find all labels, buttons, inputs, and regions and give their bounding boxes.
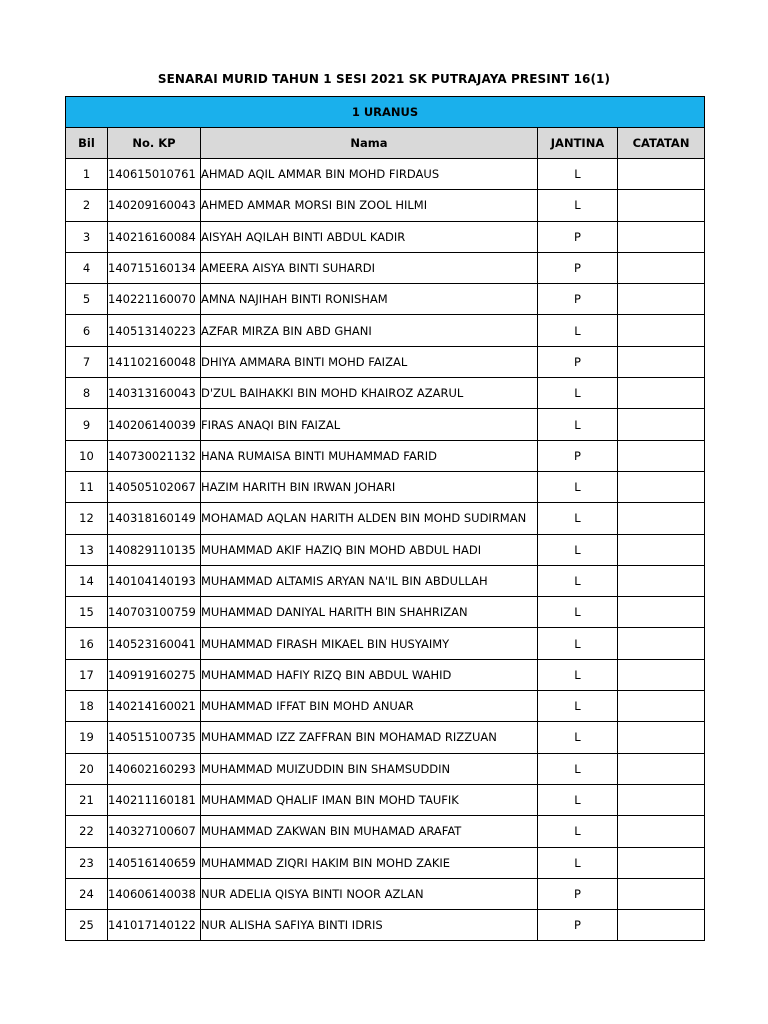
- cell-nama: AZFAR MIRZA BIN ABD GHANI: [201, 315, 538, 346]
- table-row: [66, 252, 705, 283]
- cell-jantina: L: [538, 534, 618, 565]
- cell-no-kp: 140523160041: [108, 628, 201, 659]
- cell-jantina: L: [538, 722, 618, 753]
- cell-jantina: L: [538, 847, 618, 878]
- cell-bil: 24: [66, 878, 108, 909]
- table-row: [66, 628, 705, 659]
- cell-bil: 6: [66, 315, 108, 346]
- cell-jantina: L: [538, 471, 618, 502]
- table-row: [66, 597, 705, 628]
- table-row: [66, 221, 705, 252]
- cell-bil: 3: [66, 221, 108, 252]
- table-row: [66, 847, 705, 878]
- table-row: [66, 190, 705, 221]
- cell-nama: MUHAMMAD DANIYAL HARITH BIN SHAHRIZAN: [201, 597, 538, 628]
- cell-jantina: L: [538, 659, 618, 690]
- cell-nama: AHMED AMMAR MORSI BIN ZOOL HILMI: [201, 190, 538, 221]
- table-row: [66, 784, 705, 815]
- cell-bil: 25: [66, 910, 108, 941]
- table-row: [66, 691, 705, 722]
- cell-no-kp: 140515100735: [108, 722, 201, 753]
- cell-bil: 14: [66, 565, 108, 596]
- cell-catatan: [618, 221, 705, 252]
- table-row: [66, 659, 705, 690]
- cell-bil: 20: [66, 753, 108, 784]
- cell-catatan: [618, 847, 705, 878]
- cell-no-kp: 140206140039: [108, 409, 201, 440]
- column-header-row: [66, 128, 705, 159]
- cell-jantina: L: [538, 315, 618, 346]
- cell-catatan: [618, 597, 705, 628]
- table-row: [66, 378, 705, 409]
- cell-jantina: P: [538, 910, 618, 941]
- cell-catatan: [618, 378, 705, 409]
- cell-bil: 1: [66, 159, 108, 190]
- cell-jantina: P: [538, 440, 618, 471]
- cell-catatan: [618, 659, 705, 690]
- header-bil: Bil: [66, 128, 108, 159]
- cell-bil: 4: [66, 252, 108, 283]
- cell-nama: MUHAMMAD FIRASH MIKAEL BIN HUSYAIMY: [201, 628, 538, 659]
- cell-no-kp: 140216160084: [108, 221, 201, 252]
- cell-jantina: L: [538, 753, 618, 784]
- cell-jantina: L: [538, 628, 618, 659]
- cell-nama: MUHAMMAD ALTAMIS ARYAN NA'IL BIN ABDULLAH: [201, 565, 538, 596]
- cell-jantina: L: [538, 816, 618, 847]
- cell-catatan: [618, 534, 705, 565]
- cell-jantina: L: [538, 503, 618, 534]
- cell-jantina: P: [538, 252, 618, 283]
- cell-catatan: [618, 315, 705, 346]
- cell-nama: FIRAS ANAQI BIN FAIZAL: [201, 409, 538, 440]
- cell-catatan: [618, 346, 705, 377]
- cell-bil: 7: [66, 346, 108, 377]
- header-catatan: CATATAN: [618, 128, 705, 159]
- class-name-row: [66, 97, 705, 128]
- cell-nama: NUR ALISHA SAFIYA BINTI IDRIS: [201, 910, 538, 941]
- table-row: [66, 565, 705, 596]
- cell-no-kp: 140318160149: [108, 503, 201, 534]
- student-roster-table: [65, 96, 705, 941]
- cell-jantina: P: [538, 284, 618, 315]
- cell-bil: 16: [66, 628, 108, 659]
- cell-no-kp: 140513140223: [108, 315, 201, 346]
- cell-nama: AHMAD AQIL AMMAR BIN MOHD FIRDAUS: [201, 159, 538, 190]
- cell-nama: MUHAMMAD ZAKWAN BIN MUHAMAD ARAFAT: [201, 816, 538, 847]
- header-jantina: JANTINA: [538, 128, 618, 159]
- cell-catatan: [618, 753, 705, 784]
- cell-bil: 11: [66, 471, 108, 502]
- cell-nama: NUR ADELIA QISYA BINTI NOOR AZLAN: [201, 878, 538, 909]
- cell-no-kp: 140919160275: [108, 659, 201, 690]
- cell-no-kp: 140313160043: [108, 378, 201, 409]
- cell-jantina: L: [538, 565, 618, 596]
- cell-catatan: [618, 503, 705, 534]
- cell-catatan: [618, 565, 705, 596]
- cell-nama: MUHAMMAD ZIQRI HAKIM BIN MOHD ZAKIE: [201, 847, 538, 878]
- cell-bil: 18: [66, 691, 108, 722]
- cell-no-kp: 140221160070: [108, 284, 201, 315]
- cell-no-kp: 140516140659: [108, 847, 201, 878]
- cell-no-kp: 140829110135: [108, 534, 201, 565]
- document-title: SENARAI MURID TAHUN 1 SESI 2021 SK PUTRAJAYA PRESINT 16(1): [157, 72, 611, 86]
- table-row: [66, 816, 705, 847]
- cell-jantina: P: [538, 221, 618, 252]
- cell-catatan: [618, 409, 705, 440]
- cell-nama: D'ZUL BAIHAKKI BIN MOHD KHAIROZ AZARUL: [201, 378, 538, 409]
- cell-no-kp: 140211160181: [108, 784, 201, 815]
- cell-bil: 10: [66, 440, 108, 471]
- cell-bil: 15: [66, 597, 108, 628]
- cell-no-kp: 141017140122: [108, 910, 201, 941]
- cell-nama: MUHAMMAD AKIF HAZIQ BIN MOHD ABDUL HADI: [201, 534, 538, 565]
- cell-no-kp: 141102160048: [108, 346, 201, 377]
- cell-jantina: L: [538, 784, 618, 815]
- cell-jantina: L: [538, 597, 618, 628]
- cell-catatan: [618, 628, 705, 659]
- header-nama: Nama: [201, 128, 538, 159]
- cell-nama: MUHAMMAD IFFAT BIN MOHD ANUAR: [201, 691, 538, 722]
- cell-nama: MUHAMMAD MUIZUDDIN BIN SHAMSUDDIN: [201, 753, 538, 784]
- table-row: [66, 315, 705, 346]
- cell-bil: 12: [66, 503, 108, 534]
- table-row: [66, 722, 705, 753]
- cell-jantina: L: [538, 378, 618, 409]
- header-no-kp: No. KP: [108, 128, 201, 159]
- cell-nama: MUHAMMAD QHALIF IMAN BIN MOHD TAUFIK: [201, 784, 538, 815]
- cell-jantina: P: [538, 878, 618, 909]
- cell-no-kp: 140214160021: [108, 691, 201, 722]
- table-row: [66, 910, 705, 941]
- cell-no-kp: 140703100759: [108, 597, 201, 628]
- class-name: 1 URANUS: [66, 97, 705, 128]
- cell-no-kp: 140209160043: [108, 190, 201, 221]
- cell-nama: HAZIM HARITH BIN IRWAN JOHARI: [201, 471, 538, 502]
- cell-catatan: [618, 784, 705, 815]
- cell-bil: 19: [66, 722, 108, 753]
- cell-nama: AISYAH AQILAH BINTI ABDUL KADIR: [201, 221, 538, 252]
- cell-no-kp: 140327100607: [108, 816, 201, 847]
- cell-no-kp: 140615010761: [108, 159, 201, 190]
- cell-jantina: L: [538, 409, 618, 440]
- table-row: [66, 159, 705, 190]
- table-row: [66, 534, 705, 565]
- table-row: [66, 409, 705, 440]
- cell-no-kp: 140730021132: [108, 440, 201, 471]
- cell-no-kp: 140104140193: [108, 565, 201, 596]
- table-row: [66, 284, 705, 315]
- cell-catatan: [618, 252, 705, 283]
- cell-nama: MUHAMMAD IZZ ZAFFRAN BIN MOHAMAD RIZZUAN: [201, 722, 538, 753]
- table-row: [66, 878, 705, 909]
- cell-catatan: [618, 722, 705, 753]
- table-row: [66, 440, 705, 471]
- cell-bil: 21: [66, 784, 108, 815]
- cell-catatan: [618, 471, 705, 502]
- cell-jantina: L: [538, 190, 618, 221]
- table-row: [66, 471, 705, 502]
- cell-no-kp: 140606140038: [108, 878, 201, 909]
- table-row: [66, 346, 705, 377]
- cell-catatan: [618, 910, 705, 941]
- cell-bil: 22: [66, 816, 108, 847]
- cell-nama: MOHAMAD AQLAN HARITH ALDEN BIN MOHD SUDIRMAN: [201, 503, 538, 534]
- table-row: [66, 753, 705, 784]
- cell-nama: AMEERA AISYA BINTI SUHARDI: [201, 252, 538, 283]
- cell-nama: HANA RUMAISA BINTI MUHAMMAD FARID: [201, 440, 538, 471]
- cell-catatan: [618, 816, 705, 847]
- cell-bil: 8: [66, 378, 108, 409]
- cell-jantina: L: [538, 691, 618, 722]
- cell-nama: AMNA NAJIHAH BINTI RONISHAM: [201, 284, 538, 315]
- cell-jantina: P: [538, 346, 618, 377]
- cell-bil: 13: [66, 534, 108, 565]
- cell-no-kp: 140505102067: [108, 471, 201, 502]
- cell-no-kp: 140715160134: [108, 252, 201, 283]
- cell-bil: 5: [66, 284, 108, 315]
- cell-catatan: [618, 284, 705, 315]
- table-row: [66, 503, 705, 534]
- cell-catatan: [618, 440, 705, 471]
- cell-catatan: [618, 159, 705, 190]
- cell-nama: MUHAMMAD HAFIY RIZQ BIN ABDUL WAHID: [201, 659, 538, 690]
- cell-bil: 23: [66, 847, 108, 878]
- cell-catatan: [618, 691, 705, 722]
- cell-nama: DHIYA AMMARA BINTI MOHD FAIZAL: [201, 346, 538, 377]
- cell-bil: 17: [66, 659, 108, 690]
- cell-catatan: [618, 190, 705, 221]
- cell-bil: 2: [66, 190, 108, 221]
- cell-jantina: L: [538, 159, 618, 190]
- cell-no-kp: 140602160293: [108, 753, 201, 784]
- cell-catatan: [618, 878, 705, 909]
- cell-bil: 9: [66, 409, 108, 440]
